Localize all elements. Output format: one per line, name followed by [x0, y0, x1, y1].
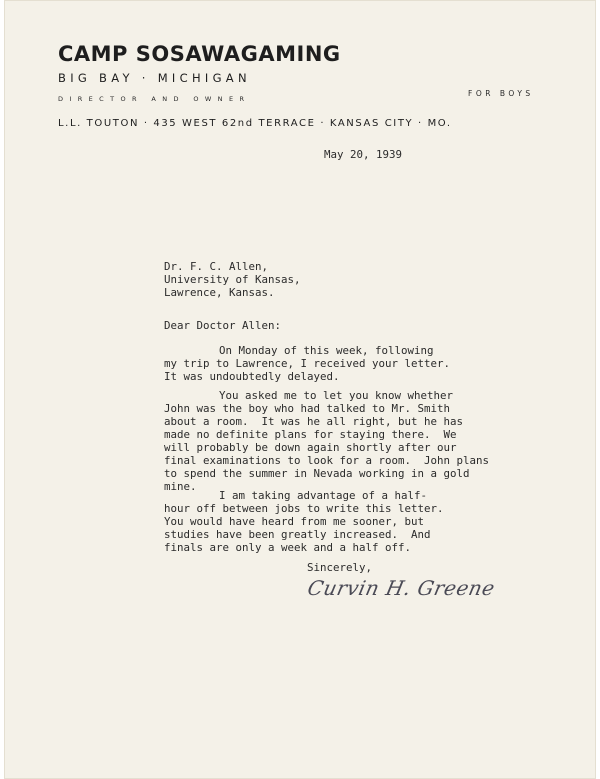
body-line: studies have been greatly increased. And [164, 528, 431, 541]
recipient-line: University of Kansas, [164, 273, 301, 286]
recipient-address [164, 260, 301, 299]
body-line: about a room. It was he all right, but he has [164, 415, 464, 428]
closing: Sincerely, [307, 561, 373, 574]
paragraph-3 [164, 489, 444, 554]
body-line: to spend the summer in Nevada working in a gold [164, 467, 470, 480]
body-line: You asked me to let you know whether [219, 389, 454, 402]
body-line: finals are only a week and a half off. [164, 541, 412, 554]
body-line: I am taking advantage of a half- [219, 489, 428, 502]
letterhead-camp-name: CAMP SOSAWAGAMING [58, 42, 341, 66]
paragraph-2 [164, 389, 489, 493]
recipient-line: Lawrence, Kansas. [164, 286, 275, 299]
body-line: hour off between jobs to write this letter. [164, 502, 444, 515]
signature-text: Curvin H. Greene [305, 576, 498, 600]
letterhead-address: L.L. TOUTON · 435 WEST 62nd TERRACE · KANSAS CITY · MO. [58, 118, 452, 129]
letterhead-director-label: DIRECTOR AND OWNER [58, 95, 251, 103]
body-line: John was the boy who had talked to Mr. Smith [164, 402, 451, 415]
body-line: mine. [164, 480, 197, 493]
salutation: Dear Doctor Allen: [164, 319, 282, 332]
body-line: On Monday of this week, following [219, 344, 434, 357]
body-line: will probably be down again shortly after our [164, 441, 457, 454]
body-line: made no definite plans for staying there. We [164, 428, 457, 441]
letterhead-for-boys: FOR BOYS [468, 89, 534, 98]
letter-date: May 20, 1939 [324, 148, 403, 161]
letter-page [4, 0, 596, 779]
body-line: my trip to Lawrence, I received your letter. [164, 357, 451, 370]
recipient-line: Dr. F. C. Allen, [164, 260, 269, 273]
body-line: You would have heard from me sooner, but [164, 515, 425, 528]
handwritten-signature [300, 572, 550, 606]
body-line: It was undoubtedly delayed. [164, 370, 340, 383]
paragraph-1 [164, 344, 450, 383]
letterhead-location: BIG BAY · MICHIGAN [58, 71, 251, 85]
body-line: final examinations to look for a room. John plans [164, 454, 490, 467]
